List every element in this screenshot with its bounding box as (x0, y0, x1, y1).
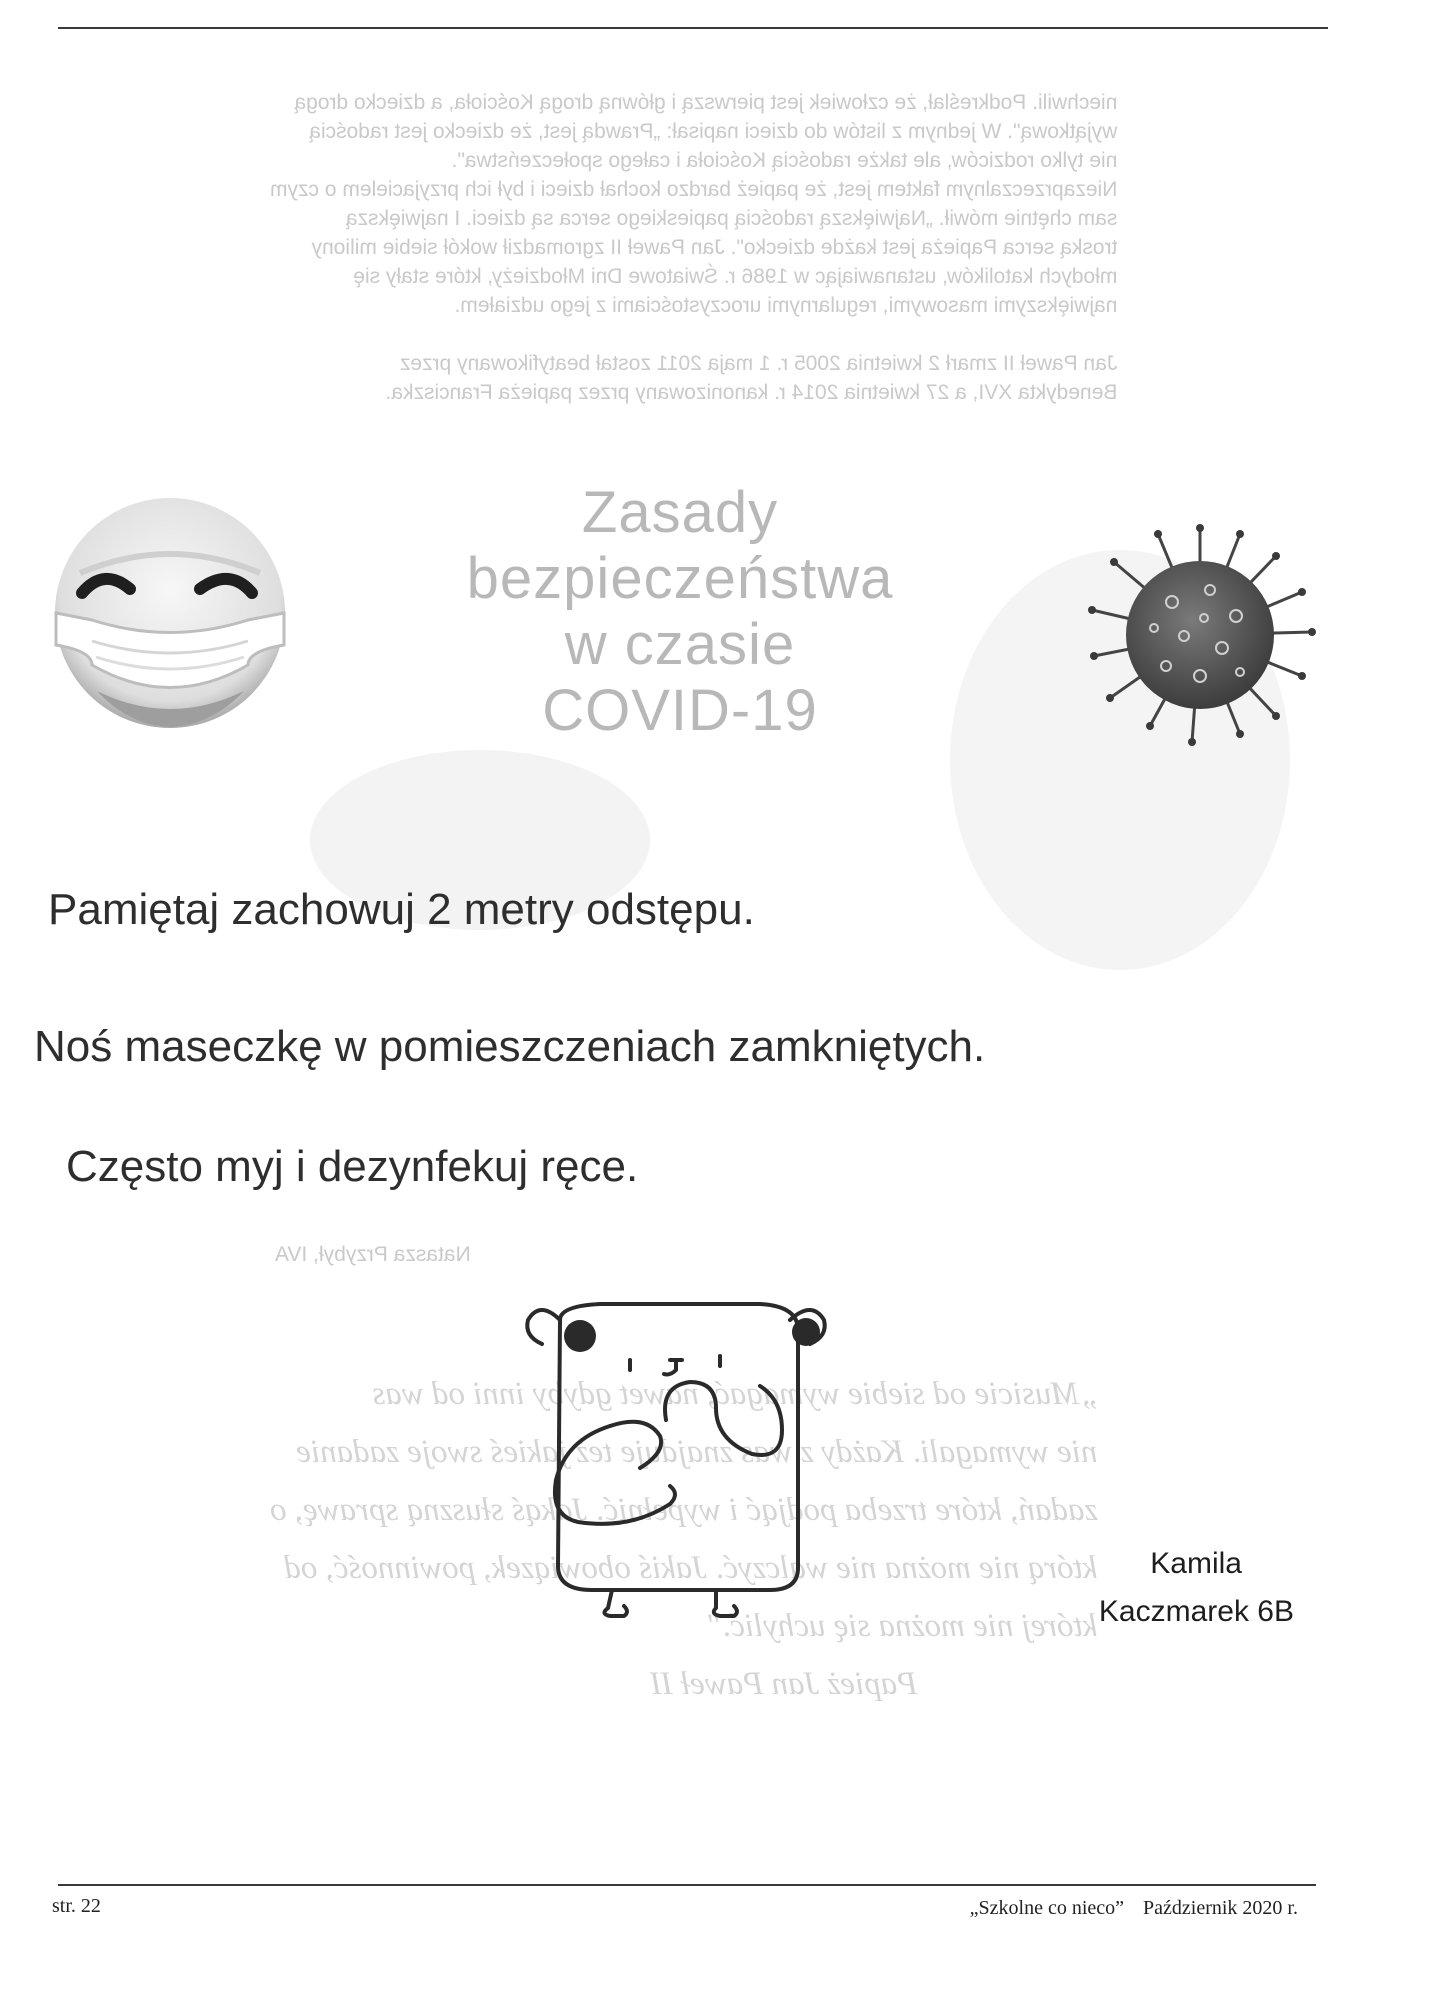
bleed-through-quote: „Musicie od siebie wymagać, nawet gdyby inni od was nie wymagali. Każdy z was znajduje też jakieś swoje zadanie zadań, które trzeba podjąć i wypełnić. Jakąś słuszną sprawę, o którą nie można nie walczyć. Jakiś obowiązek, powinność, od której nie można się uchylić." Papież Jan Paweł II (270, 1376, 1098, 1702)
rule-mask: Noś maseczkę w pomieszczeniach zamkniętych. (34, 1022, 986, 1071)
author-signature (1099, 1540, 1294, 1636)
rule-distance: Pamiętaj zachowuj 2 metry odstępu. (48, 885, 755, 934)
bear-icon (520, 1290, 840, 1620)
bleed-through-signature: Natasza Przybył, IVA (275, 1243, 471, 1266)
poster-title (330, 480, 1030, 744)
title-line-3: w czasie (564, 612, 796, 677)
bleed-through-text: niechwili. Podkreślał, że człowiek jest pierwszą i główną drogą Kościoła, a dziecko drogą wyjątkową". W jednym z listów do dzieci napisał: „Prawdą jest, że dziecko jest radością nie tylko rodziców, ale także radością Kościoła i całego społeczeństwa". Niezaprzeczalnym faktem jest, że papież bardzo kochał dzieci i był ich przyjacielem o czym sam chętnie mówił. „Największą radością papieskiego serca są dzieci. I największą troską serca Papieża jest każde dziecko". Jan Paweł II zgromadził wokół siebie miliony młodych katolików, ustanawiając w 1986 r. Światowe Dni Młodzieży, które stały się największymi masowymi, regularnymi uroczystościami z jego udziałem. Jan Paweł II zmarł 2 kwietnia 2005 r. 1 maja 2011 został beatyfikowany przez Benedykta XVI, a 27 kwietnia 2014 r. kanonizowany przez papieża Franciszka. (270, 91, 1118, 404)
header-rule (58, 27, 1328, 29)
footer-rule (58, 1884, 1316, 1886)
publication-info (970, 1897, 1298, 1920)
page-number: str. 22 (52, 1895, 101, 1917)
title-line-1: Zasady (581, 480, 779, 545)
author-surname-class: Kaczmarek 6B (1098, 1595, 1294, 1628)
rule-wash-hands: Często myj i dezynfekuj ręce. (66, 1142, 639, 1191)
virus-icon (1080, 520, 1320, 750)
author-first-name: Kamila (1150, 1547, 1242, 1580)
publication-title: „Szkolne co nieco” (969, 1897, 1125, 1919)
title-line-4: COVID-19 (542, 678, 818, 743)
issue-date: Październik 2020 r. (1143, 1897, 1298, 1919)
masked-face-icon (52, 495, 292, 735)
title-line-2: bezpieczeństwa (466, 546, 894, 611)
